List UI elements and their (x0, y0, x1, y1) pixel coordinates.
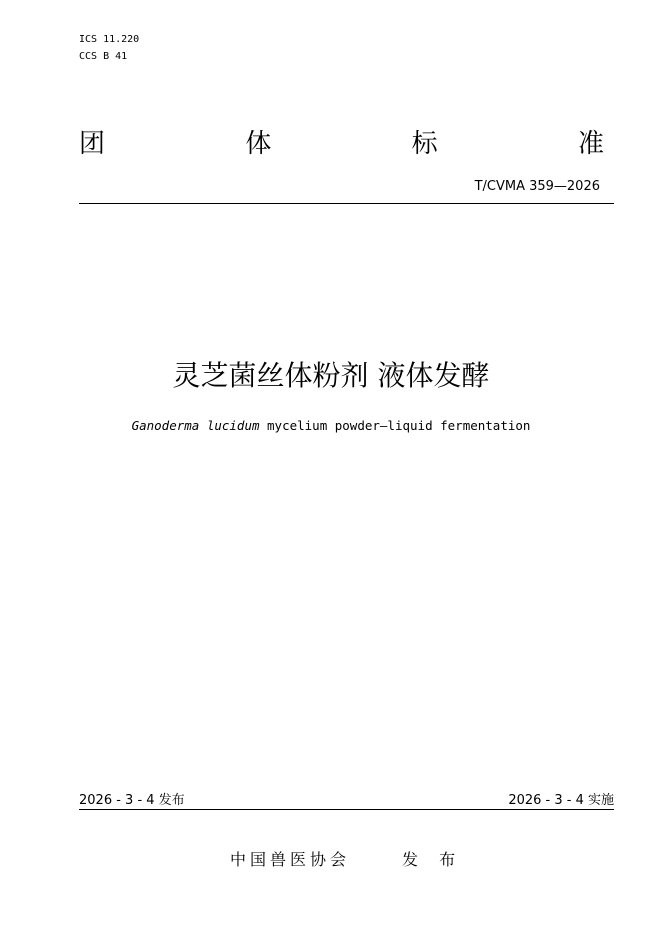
standard-type-char: 体 (245, 129, 272, 159)
publish-label: 发 布 (402, 850, 464, 869)
publish-date: 2026 - 3 - 4 发布 (79, 793, 185, 808)
bottom-divider (79, 809, 614, 810)
ics-code: ICS 11.220 (79, 34, 140, 45)
standard-type-char: 准 (577, 129, 604, 159)
standard-number: T/CVMA 359—2026 (474, 179, 600, 194)
title-english-latin-name: Ganoderma lucidum (131, 418, 260, 433)
top-divider (79, 203, 614, 204)
publisher-name: 中国兽医协会 (230, 850, 351, 869)
standard-type-char: 团 (79, 129, 106, 159)
title-chinese: 灵芝菌丝体粉剂 液体发酵 (172, 359, 490, 392)
title-english-rest: mycelium powder—liquid fermentation (259, 418, 531, 433)
ccs-code: CCS B 41 (79, 51, 128, 62)
implement-date: 2026 - 3 - 4 实施 (508, 793, 614, 808)
standard-type-heading (79, 126, 604, 162)
standard-type-char: 标 (411, 129, 438, 159)
title-english (0, 417, 662, 435)
